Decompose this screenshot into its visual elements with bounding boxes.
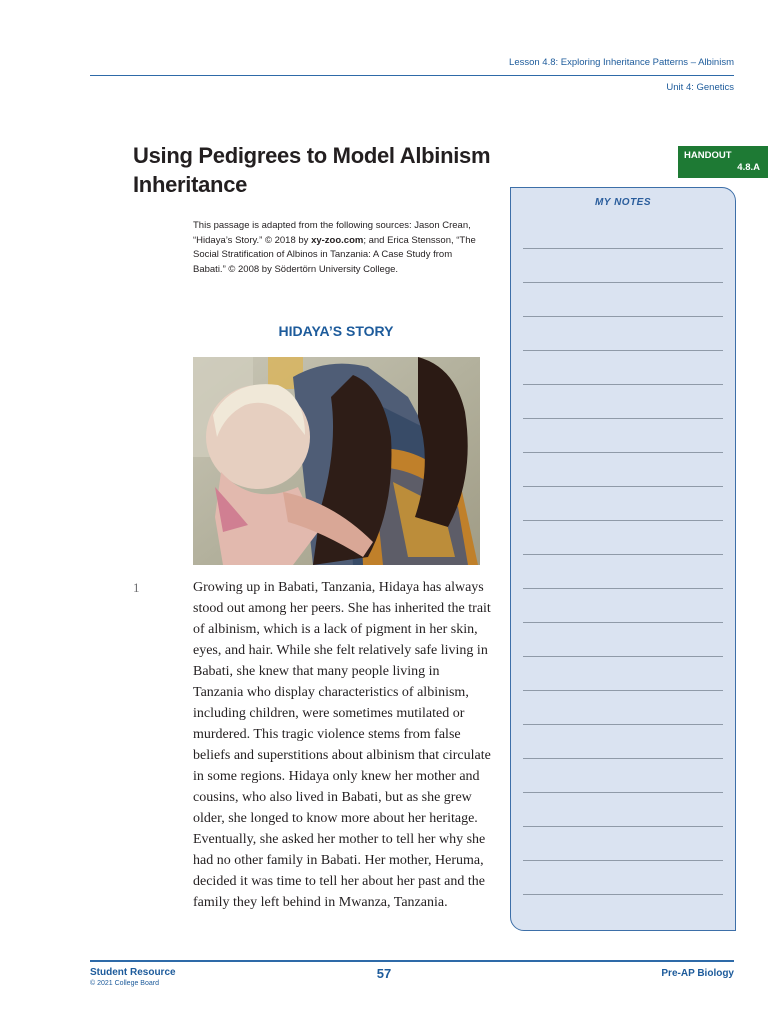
note-line [523,792,723,793]
note-line [523,384,723,385]
story-paragraph: Growing up in Babati, Tanzania, Hidaya has always stood out among her peers. She has inherited the trait of albinism, which is a lack of pigment in her skin, eyes, and hair. While she felt relatively safe living in Babati, she knew that many people living in Tanzania who display characteristics of albinism, including children, were sometimes mutilated or murdered. This tragic violence stems from false beliefs and superstitions about albinism that circulate in some regions. Hidaya only knew her mother and cousins, who also lived in Babati, but as she grew older, she longed to know more about her heritage. Eventually, she asked her mother to tell her why she had no other family in Babati. Her mother, Heruma, decided it was time to tell her about her past and the family they left behind in Mwanza, Tanzania. [193,580,491,910]
handout-number: 4.8.A [737,162,760,173]
note-line [523,418,723,419]
note-line [523,452,723,453]
note-line [523,622,723,623]
unit-title: Unit 4: Genetics [666,82,734,93]
note-line [523,656,723,657]
handout-badge [678,146,768,178]
story-heading: HIDAYA’S STORY [278,323,394,339]
source-site: xy-zoo.com [311,234,364,246]
lesson-title: Lesson 4.8: Exploring Inheritance Patterns – Albinism [509,57,734,68]
source-text-part2: ; and Erica Stensson, “The Social Stratification of Albinos in Tanzania: A Case Study from Babati.” © 2008 by Södertörn University College. [193,234,476,275]
note-line [523,248,723,249]
note-line [523,758,723,759]
handout-label: HANDOUT [684,150,732,161]
footer-resource: Student Resource [90,967,176,978]
footer-course: Pre-AP Biology [661,968,734,979]
note-line [523,282,723,283]
page-number: 57 [376,966,392,981]
note-line [523,486,723,487]
paragraph-number: 1 [133,580,140,595]
source-text-part1: This passage is adapted from the following sources: Jason Crean, “Hidaya’s Story.” © 2018 by [193,220,471,246]
note-line [523,588,723,589]
note-line [523,826,723,827]
footer-copyright: © 2021 College Board [90,980,159,987]
note-line [523,316,723,317]
note-line [523,554,723,555]
note-line [523,690,723,691]
note-line [523,520,723,521]
my-notes-title: MY NOTES [594,197,652,208]
note-line [523,350,723,351]
my-notes-panel [510,187,736,931]
note-line [523,894,723,895]
header-divider [90,75,734,76]
page-title: Using Pedigrees to Model Albinism Inheritance [133,143,491,197]
footer-divider [90,960,734,962]
story-photo [193,357,480,565]
photo-illustration [193,357,480,565]
source-citation [193,219,483,277]
note-line [523,724,723,725]
note-line [523,860,723,861]
